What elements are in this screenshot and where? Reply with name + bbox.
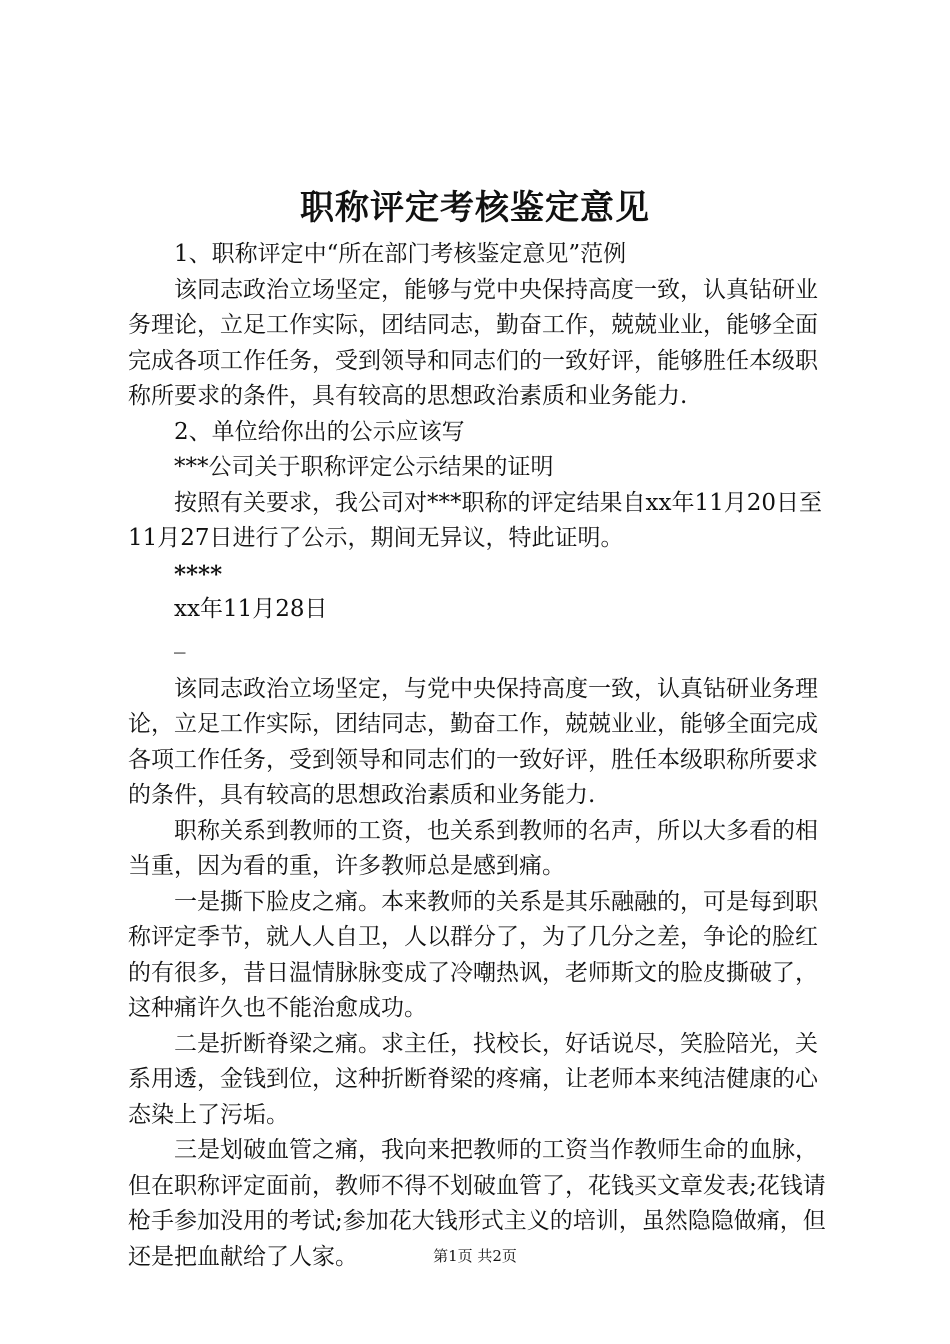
document-title: 职称评定考核鉴定意见 xyxy=(300,188,650,228)
certificate-body: 按照有关要求，我公司对***职称的评定结果自xx年11月20日至11月27日进行了公示，期间无异议，特此证明。 xyxy=(128,489,822,551)
paragraph-evaluation-sample: 该同志政治立场坚定，能够与党中央保持高度一致，认真钻研业务理论，立足工作实际，团结同志，勤奋工作，兢兢业业，能够全面完成各项工作任务，受到领导和同志们的一致好评，能够胜任本级职称所要求的条件，具有较高的思想政治素质和业务能力. xyxy=(128,276,818,409)
section-heading-1: 1、职称评定中“所在部门考核鉴定意见”范例 xyxy=(174,241,627,267)
separator-mark: _ xyxy=(174,627,186,654)
paragraph-evaluation-alt: 该同志政治立场坚定，与党中央保持高度一致，认真钻研业务理论，立足工作实际，团结同志，勤奋工作，兢兢业业，能够全面完成各项工作任务，受到领导和同志们的一致好评，胜任本级职称所要求的条件，具有较高的思想政治素质和业务能力. xyxy=(128,675,818,808)
paragraph-pain-one: 一是撕下脸皮之痛。本来教师的关系是其乐融融的，可是每到职称评定季节，就人人自卫，人以群分了，为了几分之差，争论的脸红的有很多，昔日温情脉脉变成了冷嘲热讽，老师斯文的脸皮撕破了，这种痛许久也不能治愈成功。 xyxy=(128,888,818,1021)
certificate-date: xx年11月28日 xyxy=(174,596,328,622)
document-body xyxy=(128,237,833,1275)
paragraph-teacher-intro: 职称关系到教师的工资，也关系到教师的名声，所以大多看的相当重，因为看的重，许多教师总是感到痛。 xyxy=(128,817,818,879)
section-heading-2: 2、单位给你出的公示应该写 xyxy=(174,418,465,445)
paragraph-pain-three: 三是划破血管之痛，我向来把教师的工资当作教师生命的血脉，但在职称评定面前，教师不得不划破血管了，花钱买文章发表;花钱请枪手参加没用的考试;参加花大钱形式主义的培训，虽然隐隐做痛，但还是把血献给了人家。 xyxy=(128,1137,826,1270)
paragraph-pain-two: 二是折断脊梁之痛。求主任，找校长，好话说尽，笑脸陪光，关系用透，金钱到位，这种折断脊梁的疼痛，让老师本来纯洁健康的心态染上了污垢。 xyxy=(128,1030,818,1128)
certificate-title: ***公司关于职称评定公示结果的证明 xyxy=(174,454,554,480)
page-footer: 第1页 共2页 xyxy=(433,1247,517,1265)
certificate-signer: **** xyxy=(174,560,223,588)
